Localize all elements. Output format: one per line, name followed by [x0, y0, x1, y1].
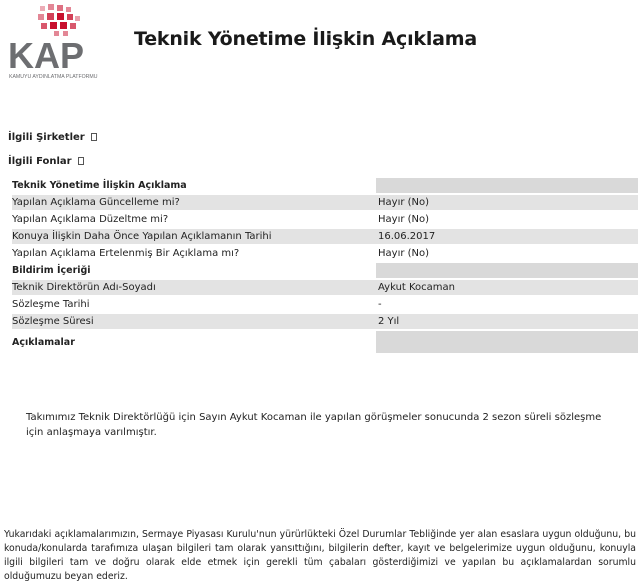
row-value: - [376, 297, 638, 312]
row-value: Hayır (No) [376, 195, 638, 210]
section-header-row [12, 178, 638, 193]
logo-subtitle: KAMUYU AYDINLATMA PLATFORMU [9, 74, 98, 80]
explanations-title: Açıklamalar [12, 331, 376, 353]
row-value: Hayır (No) [376, 246, 638, 261]
row-value: Hayır (No) [376, 212, 638, 227]
explanation-text: Takımımız Teknik Direktörlüğü için Sayın Aykut Kocaman ile yapılan görüşmeler sonucunda 2 sezon süreli sözleşme için anlaşmaya varılmıştır. [26, 412, 602, 438]
logo-text: KAP [8, 35, 85, 76]
table-row [12, 297, 638, 312]
row-label: Teknik Direktörün Adı-Soyadı [12, 280, 376, 295]
table-row [12, 212, 638, 227]
row-label: Yapılan Açıklama Güncelleme mi? [12, 195, 376, 210]
table-row [12, 195, 638, 210]
table-row [12, 246, 638, 261]
expand-icon[interactable] [78, 157, 84, 165]
table-row [12, 314, 638, 329]
row-value: 16.06.2017 [376, 229, 638, 244]
explanations-header-row [12, 331, 638, 353]
section-title: Teknik Yönetime İlişkin Açıklama [12, 178, 376, 193]
page-title: Teknik Yönetime İlişkin Açıklama [134, 28, 477, 50]
table-row [12, 229, 638, 244]
related-companies-label: İlgili Şirketler [8, 132, 85, 143]
kap-logo-graphic [8, 4, 118, 80]
explanations-value-cell [376, 331, 638, 353]
row-label: Konuya İlişkin Daha Önce Yapılan Açıklamanın Tarihi [12, 229, 376, 244]
disclosure-table [12, 176, 638, 355]
section-value-cell [376, 178, 638, 193]
table-row [12, 280, 638, 295]
row-label: Yapılan Açıklama Ertelenmiş Bir Açıklama mı? [12, 246, 376, 261]
row-value: 2 Yıl [376, 314, 638, 329]
related-funds-toggle[interactable] [8, 156, 84, 167]
row-value: Aykut Kocaman [376, 280, 638, 295]
disclaimer-text: Yukarıdaki açıklamalarımızın, Sermaye Piyasası Kurulu'nun yürürlükteki Özel Durumlar Tebliğinde yer alan esaslara uygun olduğunu, bu konuda/konularda tarafımıza ulaşan bilgileri tam olarak yansıttığını, bilgilerin defter, kayıt ve belgelerimize uygun olduğunu, konuyla ilgili bilgileri tam ve doğru olarak elde etmek için gerekli tüm çabaları gösterdiğimizi ve yapılan bu açıklamalardan sorumlu olduğumuzu beyan ederiz. [4, 529, 636, 582]
notice-header-row [12, 263, 638, 278]
kap-logo[interactable] [8, 4, 118, 80]
notice-value-cell [376, 263, 638, 278]
expand-icon[interactable] [91, 133, 97, 141]
row-label: Sözleşme Süresi [12, 314, 376, 329]
row-label: Yapılan Açıklama Düzeltme mi? [12, 212, 376, 227]
row-label: Sözleşme Tarihi [12, 297, 376, 312]
related-funds-label: İlgili Fonlar [8, 156, 72, 167]
related-companies-toggle[interactable] [8, 132, 97, 143]
notice-title: Bildirim İçeriği [12, 263, 376, 278]
